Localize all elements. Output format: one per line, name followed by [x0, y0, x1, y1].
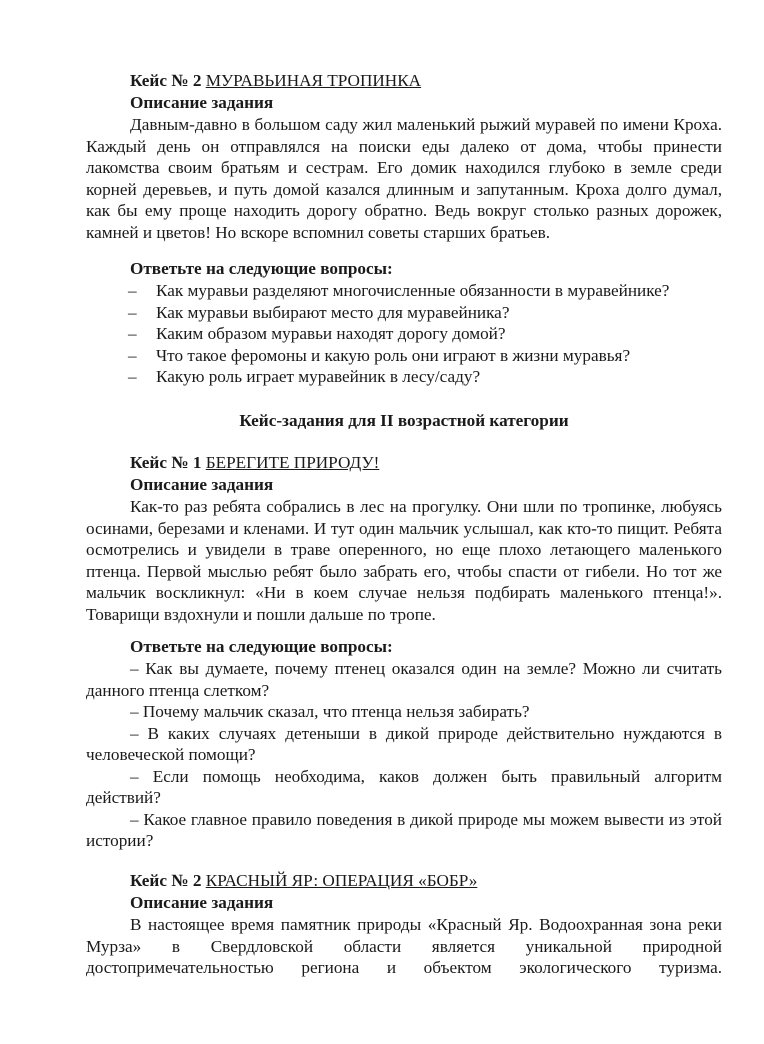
case3-title-prefix: Кейс № 2: [130, 871, 202, 890]
case2-text: Как-то раз ребята собрались в лес на прогулку. Они шли по тропинке, любуясь осинами, березами и кленами. И тут один мальчик услышал, как кто-то пищит. Ребята осмотрелись и увидели в траве оперенного, но еще плохо летающего маленького птенца. Первой мыслью ребят было забрать его, чтобы спасти от гибели. Но тот же мальчик воскликнул: «Ни в коем случае нельзя подбирать маленького птенца!». Товарищи вздохнули и пошли дальше по тропе.: [86, 497, 722, 624]
list-item: – Как вы думаете, почему птенец оказался один на земле? Можно ли считать данного птенца слетком?: [86, 659, 722, 700]
list-item: – Что такое феромоны и какую роль они играют в жизни муравья?: [128, 345, 631, 365]
list-item: – Какую роль играет муравейник в лесу/саду?: [128, 367, 481, 386]
case3-text: В настоящее время памятник природы «Красный Яр. Водоохранная зона реки Мурза» в Свердловской области является уникальной природной достопримечательностью региона и объектом экологического туризма.: [86, 915, 722, 977]
list-item: – Как муравьи разделяют многочисленные обязанности в муравейнике?: [128, 281, 670, 300]
case2-questions: [86, 658, 722, 852]
case3-title-name: КРАСНЫЙ ЯР: ОПЕРАЦИЯ «БОБР»: [205, 871, 478, 890]
case2-subtitle: Описание задания: [130, 475, 274, 494]
list-item: – В каких случаях детеныши в дикой природе действительно нуждаются в человеческой помощи?: [86, 723, 722, 764]
case3-subtitle: Описание задания: [130, 893, 274, 912]
case2-title: [86, 452, 764, 474]
case3-title: [86, 870, 764, 892]
case1-title-name: МУРАВЬИНАЯ ТРОПИНКА: [205, 71, 422, 90]
list-item: – Почему мальчик сказал, что птенца нельзя забирать?: [130, 702, 530, 721]
case1-title: [86, 70, 764, 92]
case1-subtitle: Описание задания: [130, 93, 274, 112]
list-item: – Как муравьи выбирают место для муравейника?: [128, 302, 510, 322]
list-item: – Какое главное правило поведения в дикой природе мы можем вывести из этой истории?: [86, 809, 722, 850]
list-item: – Если помощь необходима, каков должен быть правильный алгоритм действий?: [86, 766, 722, 807]
section-title: Кейс-задания для II возрастной категории: [239, 411, 569, 430]
case1-title-prefix: Кейс № 2: [130, 71, 202, 90]
list-item: – Каким образом муравьи находят дорогу домой?: [128, 324, 506, 343]
case1-questions-title: Ответьте на следующие вопросы:: [130, 259, 393, 278]
case1-questions: [86, 280, 722, 388]
case1-text: Давным-давно в большом саду жил маленький рыжий муравей по имени Кроха. Каждый день он отправлялся на поиски еды далеко от дома, чтобы принести лакомства своим братьям и сестрам. Его домик находился глубоко в земле среди корней деревьев, и путь домой казался длинным и запутанным. Кроха долго думал, как бы ему проще находить дорогу обратно. Ведь вокруг столько разных дорожек, камней и цветов! Но вскоре вспомнил советы старших братьев.: [86, 115, 722, 242]
case2-questions-title: Ответьте на следующие вопросы:: [130, 637, 393, 656]
case2-title-prefix: Кейс № 1: [130, 453, 202, 472]
case2-title-name: БЕРЕГИТЕ ПРИРОДУ!: [205, 453, 380, 472]
